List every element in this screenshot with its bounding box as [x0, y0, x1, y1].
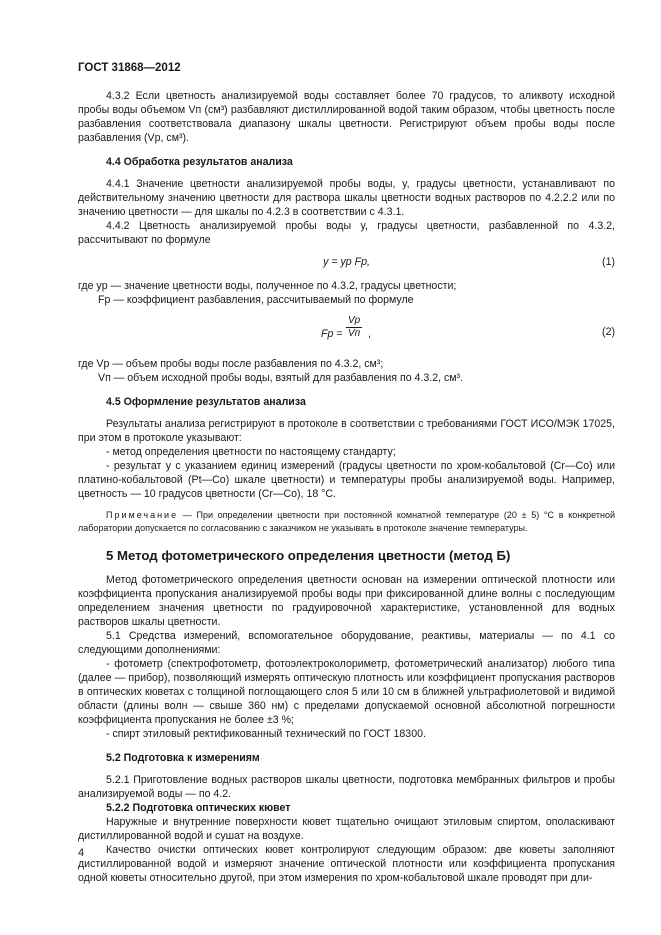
formula-2-numerator: Vр	[348, 315, 361, 326]
legend-vr: где Vр — объем пробы воды после разбавления по 4.3.2, см³;	[78, 358, 384, 370]
list-item-ethanol: - спирт этиловый ректификованный технический по ГОСТ 18300.	[106, 728, 426, 740]
formula-1-number: (1)	[602, 256, 615, 268]
formula-2	[78, 315, 615, 353]
formula-2-tail: ,	[368, 328, 371, 340]
legend-vp: Vп — объем исходной пробы воды, взятый для разбавления по 4.3.2, см³.	[98, 372, 464, 384]
list-item-method: - метод определения цветности по настоящему стандарту;	[106, 446, 396, 458]
paragraph-4-3-2: 4.3.2 Если цветность анализируемой воды составляет более 70 градусов, то аликвоту исходной пробы воды объемом Vп (см³) разбавляют дистиллированной водой таким образом, чтобы цветность после разбавления соответствовала диапазону шкалы цветности. Регистрируют объем пробы воды после разбавления (Vр, см³).	[78, 90, 615, 144]
formula-1-expression: y = yр Fр,	[323, 256, 370, 268]
paragraph-4-4-2: 4.4.2 Цветность анализируемой пробы воды y, градусы цветности, разбавленной по 4.3.2, рассчитывают по формуле	[78, 220, 615, 246]
formula-2-legend	[78, 357, 615, 385]
paragraph-5-1: 5.1 Средства измерений, вспомогательное оборудование, реактивы, материалы — по 4.1 со следующими дополнениями:	[78, 630, 615, 656]
legend-yp: где yр — значение цветности воды, полученное по 4.3.2, градусы цветности;	[78, 280, 457, 292]
heading-section-5: 5 Метод фотометрического определения цветности (метод Б)	[106, 548, 511, 563]
heading-4-5: 4.5 Оформление результатов анализа	[106, 396, 306, 408]
paragraph-5-intro: Метод фотометрического определения цветности основан на измерении оптической плотности или коэффициента пропускания анализируемой пробы воды при фиксированной длине волны с последующим определением значения цветности по градуировочной характеристике, установленной для водных растворов шкалы цветности.	[78, 574, 615, 628]
heading-4-4: 4.4 Обработка результатов анализа	[106, 156, 293, 168]
page-content	[78, 89, 615, 885]
paragraph-5-2-1: 5.2.1 Приготовление водных растворов шкалы цветности, подготовка мембранных фильтров и пробы анализируемой воды — по 4.2.	[78, 774, 615, 800]
formula-2-number: (2)	[602, 326, 615, 338]
paragraph-5-2-2-quality: Качество очистки оптических кювет контролируют следующим образом: две кюветы заполняют дистиллированной водой и измеряют значение оптической плотности или коэффициента пропускания одной кюветы относительно другой, при этом измерения по хром-кобальтовой шкале проводят при дли-	[78, 844, 615, 884]
heading-5-2: 5.2 Подготовка к измерениям	[106, 752, 260, 764]
legend-fp: Fр — коэффициент разбавления, рассчитываемый по формуле	[98, 294, 414, 306]
page-number: 4	[78, 847, 85, 859]
note	[78, 509, 615, 535]
paragraph-5-2-2-cleaning: Наружные и внутренние поверхности кювет тщательно очищают этиловым спиртом, ополаскивают дистиллированной водой и сушат на воздухе.	[78, 816, 615, 842]
heading-5-2-2: 5.2.2 Подготовка оптических кювет	[106, 802, 291, 814]
formula-2-denominator: Vп	[348, 328, 361, 339]
note-label: Примечание	[106, 510, 179, 520]
paragraph-4-4-1: 4.4.1 Значение цветности анализируемой пробы воды, y, градусы цветности, устанавливают по действительному значению цветности для раствора шкалы цветности водных растворов по 4.2.2.2 или по значению цветности — для шкалы по 4.2.3 в соответствии с 4.3.1.	[78, 178, 615, 218]
list-item-result: - результат y с указанием единиц измерений (градусы цветности по хром-кобальтовой (Cr—Co) или платино-кобальтовой (Pt—Co) шкале цветности) и температуры пробы анализируемой воды. Например, цветность — 10 градусов цветности (Cr—Co), 18 °С.	[78, 460, 615, 500]
list-item-photometer: - фотометр (спектрофотометр, фотоэлектроколориметр, фотометрический анализатор) любого типа (далее — прибор), позволяющий измерять оптическую плотность или коэффициент пропускания растворов в оптических кюветах с толщиной поглощающего слоя 5 или 10 см в ближней ультрафиолетовой и видимой области (длины волн — свыше 360 нм) с пределами допускаемой основной абсолютной погрешности коэффициента пропускания не более ±3 %;	[78, 658, 615, 726]
formula-1	[78, 255, 615, 275]
paragraph-4-5: Результаты анализа регистрируют в протоколе в соответствии с требованиями ГОСТ ИСО/МЭК 17025, при этом в протоколе указывают:	[78, 418, 615, 444]
document-code: ГОСТ 31868—2012	[78, 62, 181, 74]
note-text: — При определении цветности при постоянной комнатной температуре (20 ± 5) °С в конкретной лаборатории допускается по согласованию с заказчиком не указывать в протоколе значение температуры.	[78, 510, 615, 533]
formula-2-fraction	[346, 315, 362, 340]
formula-2-lhs: Fр =	[321, 328, 343, 340]
formula-1-legend	[78, 279, 615, 307]
